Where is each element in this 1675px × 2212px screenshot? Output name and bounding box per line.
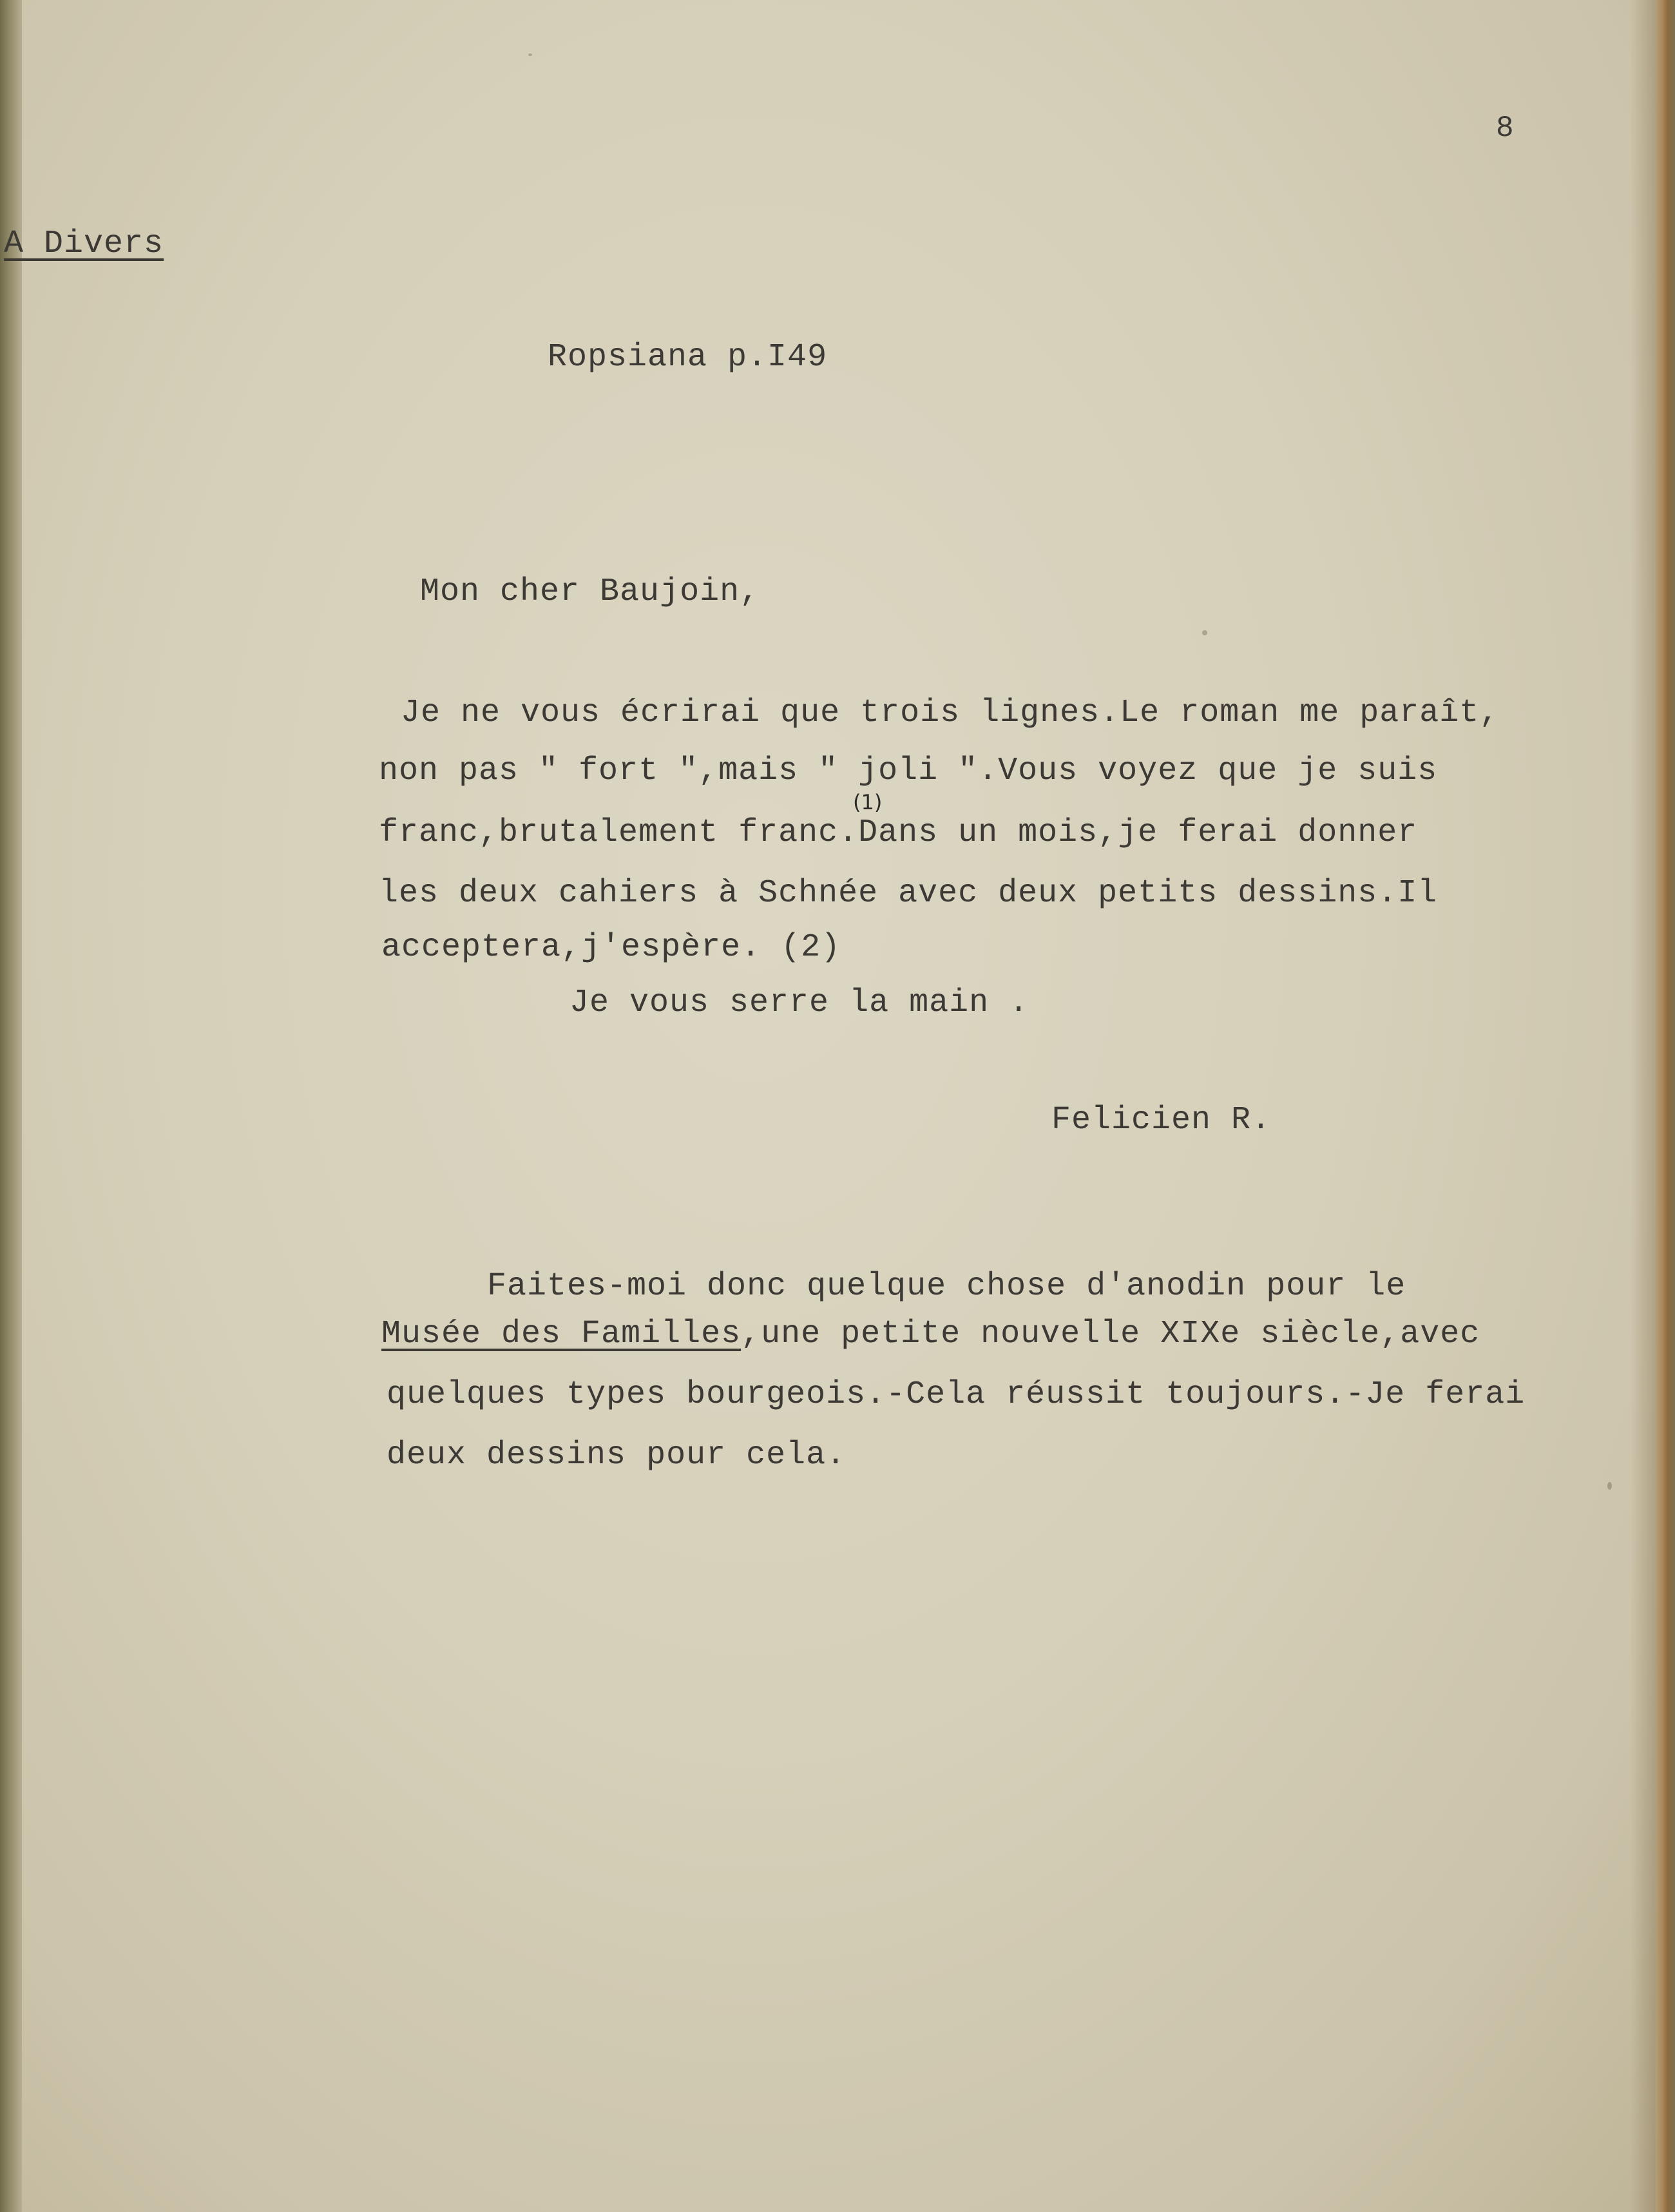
book-binding-shadow bbox=[0, 0, 22, 2212]
letter-signature: Felicien R. bbox=[1051, 1102, 1272, 1139]
letter-salutation: Mon cher Baujoin, bbox=[420, 573, 760, 610]
letter-body-line: Je ne vous écrirai que trois lignes.Le roman me paraît, bbox=[401, 695, 1500, 731]
footnote-marker-1: (1) bbox=[853, 790, 883, 814]
postscript-line: Faites-moi donc quelque chose d'anodin pour le bbox=[487, 1268, 1406, 1305]
paper-speck bbox=[528, 53, 532, 56]
postscript-line: quelques types bourgeois.-Cela réussit toujours.-Je ferai bbox=[387, 1376, 1526, 1413]
letter-body-line: acceptera,j'espère. (2) bbox=[381, 929, 841, 966]
postscript-line-rest: ,une petite nouvelle XIXe siècle,avec bbox=[741, 1316, 1480, 1352]
reference-line: Ropsiana p.I49 bbox=[548, 339, 828, 376]
paper-speck bbox=[1202, 630, 1207, 635]
letter-closing: Je vous serre la main . bbox=[570, 985, 1029, 1021]
page-edge-shadow bbox=[1630, 0, 1656, 2212]
page-number: 8 bbox=[1496, 111, 1515, 145]
letter-body-line: les deux cahiers à Schnée avec deux petits dessins.Il bbox=[379, 875, 1438, 912]
paper-speck bbox=[1607, 1482, 1612, 1490]
section-header: A Divers bbox=[4, 226, 164, 262]
magazine-title: Musée des Familles bbox=[381, 1316, 742, 1352]
stacked-page-edges bbox=[1656, 0, 1675, 2212]
letter-body-line: non pas " fort ",mais " joli ".Vous voyez que je suis bbox=[379, 753, 1438, 789]
postscript-line-with-title bbox=[381, 1318, 1480, 1351]
letter-body-line: franc,brutalement franc.Dans un mois,je ferai donner bbox=[379, 814, 1418, 851]
postscript-line: deux dessins pour cela. bbox=[387, 1437, 847, 1474]
